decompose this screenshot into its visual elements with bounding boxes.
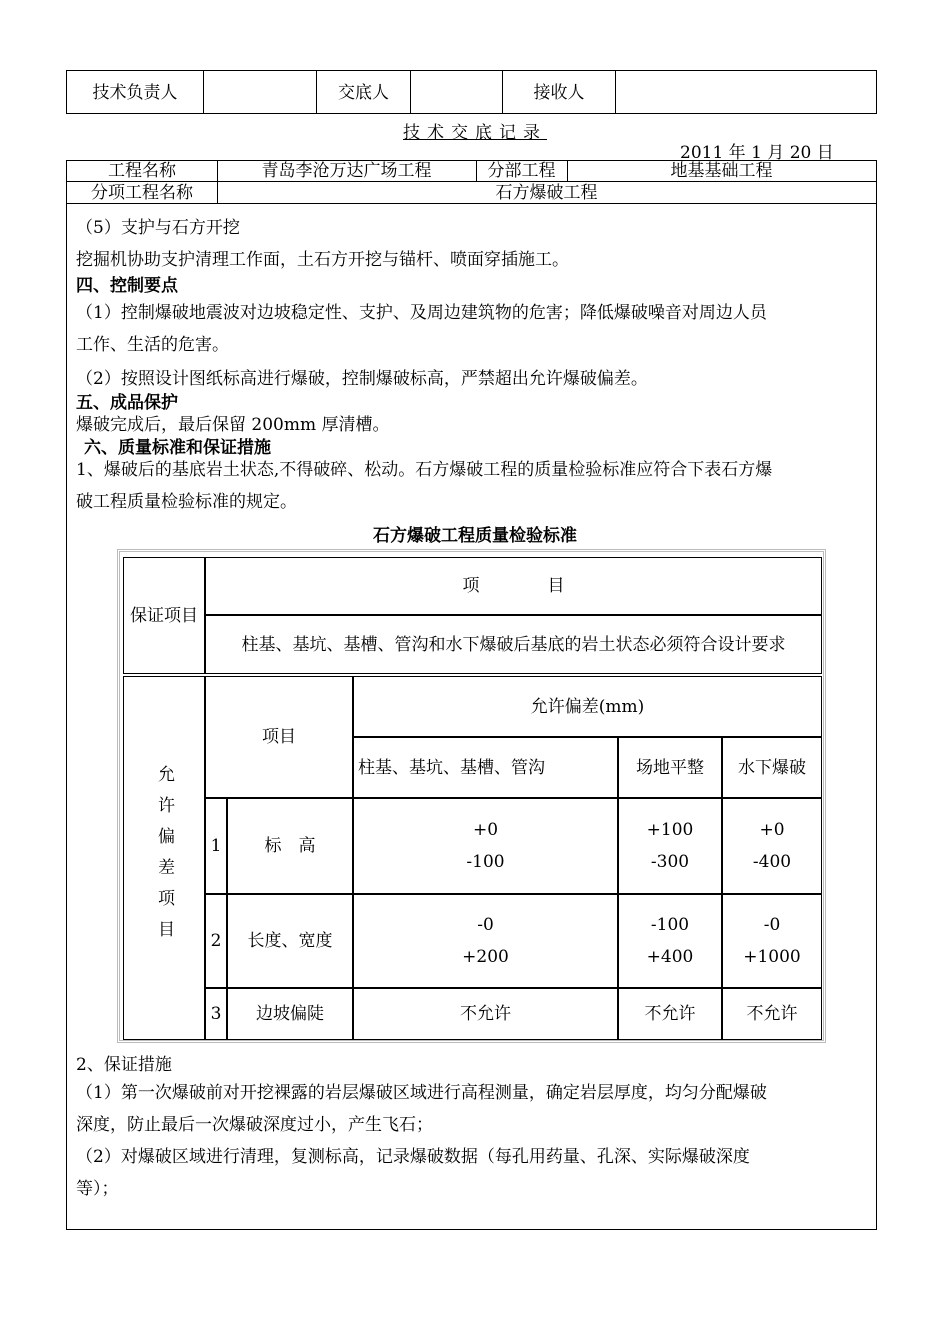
section-heading: 六、质量标准和保证措施: [84, 438, 271, 458]
value-cell: 不允许: [353, 988, 618, 1040]
text-line: 破工程质量检验标准的规定。: [76, 492, 297, 512]
item-label: 项目: [205, 676, 353, 798]
allow-deviation-text: 允许偏差项目: [154, 765, 174, 951]
value-lower: -100: [466, 852, 505, 872]
section-heading: 四、控制要点: [76, 276, 178, 296]
text-line: 工作、生活的危害。: [76, 335, 229, 355]
allow-deviation-label: [123, 676, 205, 1040]
section-heading: 五、成品保护: [76, 393, 178, 413]
signoff-table: [66, 70, 877, 114]
text-line: 爆破完成后，最后保留 200mm 厚清槽。: [76, 415, 390, 435]
row-number: 3: [205, 988, 227, 1040]
text-line: （2）按照设计图纸标高进行爆破，控制爆破标高，严禁超出允许爆破偏差。: [76, 369, 648, 389]
value-upper: -0: [763, 915, 781, 935]
subitem-value: 石方爆破工程: [495, 183, 598, 203]
value-upper: +0: [759, 820, 785, 840]
value-lower: -400: [752, 852, 792, 872]
col-site-leveling: 场地平整: [618, 737, 722, 798]
text-line: 1、爆破后的基底岩土状态,不得破碎、松动。石方爆破工程的质量检验标准应符合下表石方爆: [76, 460, 773, 480]
tech-leader-value: [204, 71, 317, 113]
deviation-label: 允许偏差(mm): [353, 676, 822, 737]
value-cell: 不允许: [722, 988, 822, 1040]
value-cell: [618, 894, 722, 988]
value-lower: +400: [646, 947, 694, 967]
discloser-label: 交底人: [317, 71, 411, 113]
table-title: 石方爆破工程质量检验标准: [373, 526, 577, 546]
division-value: 地基基础工程: [670, 161, 773, 181]
value-upper: -100: [650, 915, 690, 935]
division-label: 分部工程: [487, 161, 556, 181]
value-upper: +0: [472, 820, 499, 840]
col-foundation: 柱基、基坑、基槽、管沟: [353, 737, 618, 798]
text-line: （2）对爆破区域进行清理，复测标高，记录爆破数据（每孔用药量、孔深、实际爆破深度: [76, 1147, 750, 1167]
document-title: 技术交底记录: [403, 123, 547, 143]
value-lower: +1000: [743, 947, 801, 967]
row-number: 2: [205, 894, 227, 988]
row-name: 标 高: [227, 798, 353, 894]
value-cell: [353, 798, 618, 894]
guarantee-label: 保证项目: [123, 557, 205, 674]
text-line: （1）第一次爆破前对开挖裸露的岩层爆破区域进行高程测量，确定岩层厚度，均匀分配爆破: [76, 1083, 767, 1103]
row-name: 边坡偏陡: [227, 988, 353, 1040]
subitem-label: 分项工程名称: [91, 183, 193, 203]
value-lower: +200: [462, 947, 509, 967]
text-line: （1）控制爆破地震波对边坡稳定性、支护、及周边建筑物的危害；降低爆破噪音对周边人员: [76, 303, 767, 323]
value-upper: -0: [477, 915, 494, 935]
tech-leader-label: 技术负责人: [67, 71, 204, 113]
document-date: 2011 年 1 月 20 日: [680, 143, 834, 163]
value-upper: +100: [646, 820, 694, 840]
value-cell: [353, 894, 618, 988]
item-header: 项 目: [205, 557, 822, 615]
value-cell: [722, 798, 822, 894]
text-line: 2、保证措施: [76, 1055, 172, 1075]
guarantee-text: 柱基、基坑、基槽、管沟和水下爆破后基底的岩土状态必须符合设计要求: [205, 615, 822, 674]
row-name: 长度、宽度: [227, 894, 353, 988]
value-cell: 不允许: [618, 988, 722, 1040]
text-line: 挖掘机协助支护清理工作面，土石方开挖与锚杆、喷面穿插施工。: [76, 250, 569, 270]
project-name-value: 青岛李沧万达广场工程: [261, 161, 432, 181]
value-lower: -300: [650, 852, 690, 872]
value-cell: [722, 894, 822, 988]
text-line: （5）支护与石方开挖: [76, 218, 240, 238]
value-cell: [618, 798, 722, 894]
text-line: 深度，防止最后一次爆破深度过小，产生飞石；: [76, 1115, 433, 1135]
project-name-label: 工程名称: [108, 161, 176, 181]
row-number: 1: [205, 798, 227, 894]
receiver-label: 接收人: [503, 71, 616, 113]
receiver-value: [616, 71, 876, 113]
quality-standard-table: [117, 549, 826, 1043]
discloser-value: [411, 71, 503, 113]
col-underwater: 水下爆破: [722, 737, 822, 798]
text-line: 等）；: [76, 1179, 119, 1199]
